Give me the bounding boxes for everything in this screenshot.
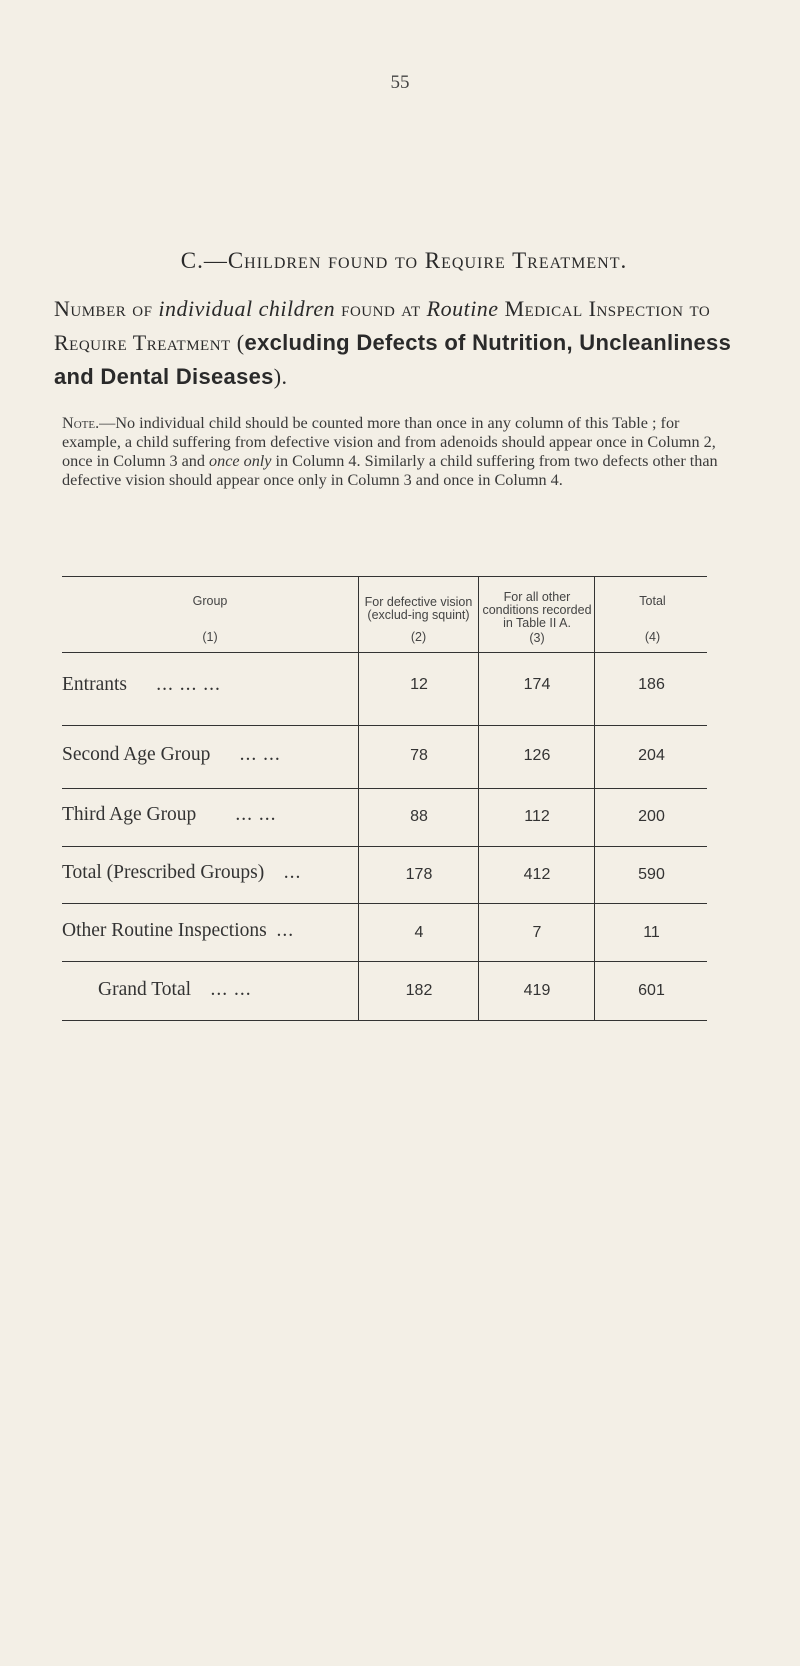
cell-value: 12	[410, 676, 428, 693]
cell-value: 200	[638, 808, 665, 825]
subheading-part-4: Routine	[426, 296, 499, 321]
subheading-part-1: Number of	[54, 296, 159, 321]
cell-value: 412	[523, 866, 551, 883]
cell-value: 182	[405, 982, 433, 999]
page-number: 55	[390, 72, 410, 93]
row-label	[62, 744, 352, 766]
subheading-part-6: excluding Defects of Nutrition, Uncleanliness and Dental Diseases	[54, 330, 732, 389]
cell-value: 4	[414, 924, 424, 941]
row-label	[62, 920, 352, 942]
leader-dots: ...	[283, 862, 302, 883]
subheading-part-7: ).	[273, 364, 288, 389]
header-total-number: (4)	[644, 630, 661, 644]
column-rule	[358, 576, 359, 1021]
subheading-part-5: Medical Inspection to Require Treatment (	[54, 296, 711, 355]
header-group-number: (1)	[202, 630, 218, 644]
note-label: Note.	[62, 414, 100, 432]
row-group-name: Other Routine Inspections	[62, 920, 267, 941]
cell-value: 204	[638, 747, 665, 764]
header-total: Total	[639, 593, 666, 608]
column-rule	[478, 576, 479, 1021]
leader-dots: ...	[276, 920, 295, 941]
subheading-part-2: individual children	[158, 296, 336, 321]
row-rule	[62, 725, 707, 726]
cell-value: 601	[638, 982, 665, 999]
leader-dots: ... ...	[210, 979, 252, 1000]
cell-value: 419	[523, 982, 551, 999]
row-label	[62, 804, 352, 826]
row-rule	[62, 903, 707, 904]
cell-value: 174	[523, 676, 551, 693]
table-subheading	[54, 292, 754, 394]
row-group-name: Total (Prescribed Groups)	[62, 862, 265, 883]
note-text-1: —No individual child should be counted more than once in any column of this Table ; for example, a child suffering from defective vision and from adenoids should appear once in Column 2, once in Column 3 and	[62, 414, 716, 470]
column-rule	[594, 576, 595, 1021]
header-other-conditions: For all other conditions recorded in Table II A.	[482, 589, 592, 630]
note-emphasis: once only	[209, 452, 272, 470]
row-label	[62, 862, 352, 884]
cell-value: 186	[638, 676, 665, 693]
subheading-part-3: found at	[335, 296, 427, 321]
section-heading: C.—Children found to Require Treatment.	[180, 248, 628, 273]
row-rule	[62, 788, 707, 789]
treatment-table	[62, 576, 707, 1666]
leader-dots: ... ...	[235, 804, 277, 825]
cell-value: 178	[405, 866, 433, 883]
row-group-name: Entrants	[62, 674, 127, 695]
cell-value: 11	[643, 924, 660, 941]
cell-value: 88	[410, 808, 428, 825]
row-label	[62, 674, 352, 696]
cell-value: 7	[532, 924, 542, 941]
leader-dots: ... ... ...	[156, 674, 221, 695]
row-label	[62, 979, 358, 1001]
header-group: Group	[192, 593, 228, 608]
cell-value: 78	[410, 747, 428, 764]
cell-value: 590	[638, 866, 665, 883]
header-other-conditions-number: (3)	[529, 631, 545, 645]
header-rule	[62, 652, 707, 653]
row-rule	[62, 961, 707, 962]
header-defective-vision: For defective vision (exclud-ing squint)	[364, 595, 473, 622]
table-bottom-rule	[62, 1020, 707, 1021]
cell-value: 112	[524, 808, 550, 825]
leader-dots: ... ...	[239, 744, 281, 765]
row-group-name: Third Age Group	[62, 804, 197, 825]
row-group-name: Grand Total	[98, 979, 192, 1000]
cell-value: 126	[523, 747, 551, 764]
table-note	[62, 414, 722, 490]
row-rule	[62, 846, 707, 847]
header-defective-vision-number: (2)	[410, 630, 427, 644]
note-text-2: in Column 4. Similarly a child suffering from two defects other than defective vision should appear once only in Column 3 and once in Column 4.	[62, 452, 718, 489]
row-group-name: Second Age Group	[62, 744, 211, 765]
